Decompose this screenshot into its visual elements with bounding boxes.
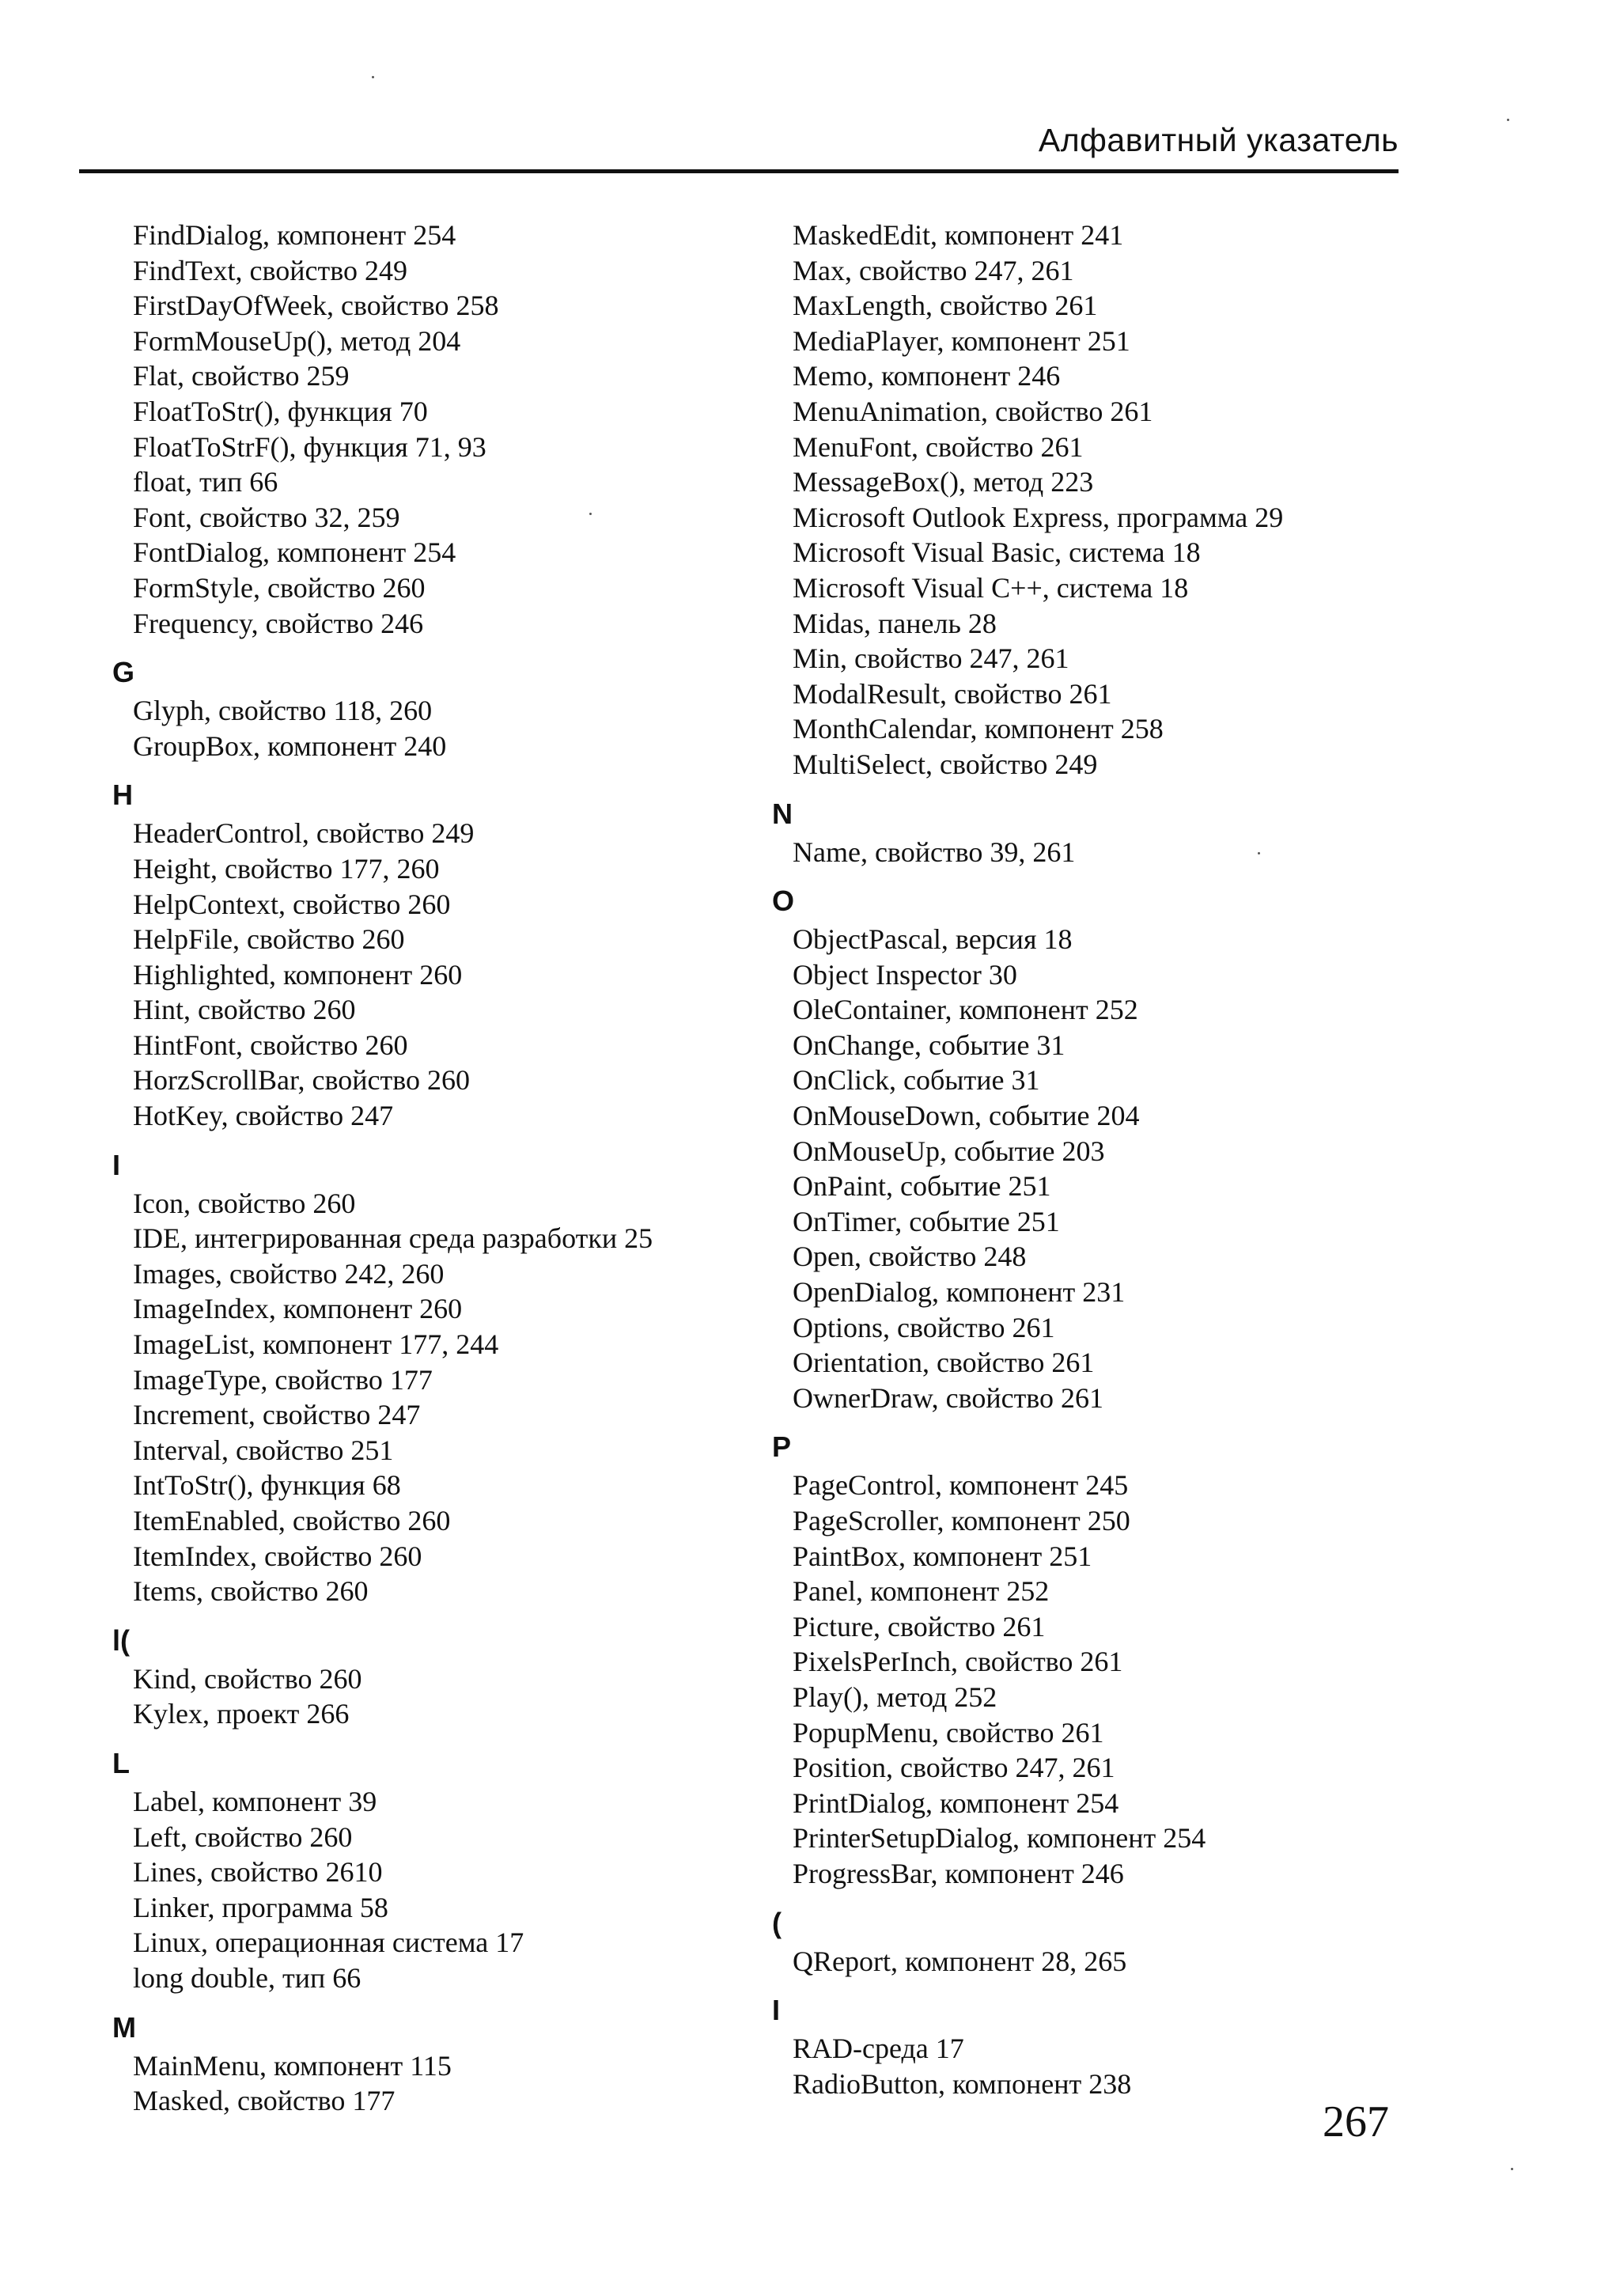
index-group xyxy=(112,641,789,763)
header-rule xyxy=(79,169,1399,173)
index-entry: PrintDialog, компонент 254 xyxy=(793,1786,1119,1819)
index-entry: Glyph, свойство 118, 260 xyxy=(133,695,433,727)
section-letter: M xyxy=(112,2010,136,2044)
index-entry: PageScroller, компонент 250 xyxy=(793,1505,1130,1536)
group-spacer xyxy=(133,1996,789,2007)
index-entry: Linker, программа 58 xyxy=(133,1891,388,1923)
index-entry: Flat, свойство 259 xyxy=(133,360,350,392)
index-column-right xyxy=(772,218,1394,2101)
index-entry: RadioButton, компонент 238 xyxy=(793,2067,1132,2100)
index-entry: Orientation, свойство 261 xyxy=(793,1347,1095,1379)
index-entry: Label, компонент 39 xyxy=(133,1785,377,1817)
index-entry: Microsoft Visual C++, система 18 xyxy=(793,571,1189,604)
index-entry: FirstDayOfWeek, свойство 258 xyxy=(133,290,499,322)
index-entry: Open, свойство 248 xyxy=(793,1241,1027,1273)
index-entry: MultiSelect, свойство 249 xyxy=(793,748,1098,780)
index-entry: Increment, свойство 247 xyxy=(133,1399,421,1431)
group-spacer xyxy=(133,1609,789,1620)
scan-speck xyxy=(1511,2168,1513,2170)
index-entry: ProgressBar, компонент 246 xyxy=(793,1857,1124,1889)
index-entry: OwnerDraw, свойство 261 xyxy=(793,1381,1104,1414)
index-entry: Highlighted, компонент 260 xyxy=(133,958,463,991)
index-entry: Memo, компонент 246 xyxy=(793,360,1061,392)
index-entry: float, тип 66 xyxy=(133,466,278,498)
index-entry: Font, свойство 32, 259 xyxy=(133,501,400,533)
index-entry: OnPaint, событие 251 xyxy=(793,1170,1051,1203)
index-group xyxy=(133,218,789,641)
group-spacer xyxy=(133,641,789,652)
index-entry: PrinterSetupDialog, компонент 254 xyxy=(793,1822,1206,1855)
index-entry: Microsoft Visual Basic, система 18 xyxy=(793,536,1201,569)
index-entry: Play(), метод 252 xyxy=(793,1680,997,1713)
index-entry: HelpFile, свойство 260 xyxy=(133,923,405,956)
index-entry: FindText, свойство 249 xyxy=(133,254,407,286)
index-entry: MessageBox(), метод 223 xyxy=(793,466,1094,498)
index-entry: HorzScrollBar, свойство 260 xyxy=(133,1064,470,1097)
index-entry: Frequency, свойство 246 xyxy=(133,607,424,639)
section-letter: H xyxy=(112,779,133,812)
index-entry: Left, свойство 260 xyxy=(133,1821,353,1853)
index-entry: OnClick, событие 31 xyxy=(793,1064,1040,1097)
index-group xyxy=(112,1996,789,2119)
scan-speck xyxy=(1507,119,1509,121)
index-entry: IDE, интегрированная среда разработки 25 xyxy=(133,1222,653,1255)
scan-speck xyxy=(1258,852,1260,854)
index-entry: ImageList, компонент 177, 244 xyxy=(133,1328,499,1361)
scan-speck xyxy=(589,513,592,515)
index-entry: Height, свойство 177, 260 xyxy=(133,852,440,885)
section-letter: ( xyxy=(772,1906,782,1939)
index-entry: MonthCalendar, компонент 258 xyxy=(793,713,1164,745)
index-entry: FormStyle, свойство 260 xyxy=(133,571,426,604)
index-entry: ItemEnabled, свойство 260 xyxy=(133,1505,451,1536)
index-entry: PixelsPerInch, свойство 261 xyxy=(793,1646,1123,1678)
index-entry: RAD-среда 17 xyxy=(793,2033,964,2065)
index-entry: ObjectPascal, версия 18 xyxy=(793,923,1073,956)
index-entry: Lines, свойство 2610 xyxy=(133,1856,383,1889)
index-group xyxy=(112,1134,789,1609)
index-entry: ModalResult, свойство 261 xyxy=(793,677,1112,710)
index-entry: Masked, свойство 177 xyxy=(133,2085,396,2117)
index-entry: MaxLength, свойство 261 xyxy=(793,290,1098,322)
index-entry: PopupMenu, свойство 261 xyxy=(793,1716,1104,1749)
scan-speck xyxy=(372,76,374,78)
index-entry: FindDialog, компонент 254 xyxy=(133,219,456,251)
group-spacer xyxy=(793,782,1394,794)
index-entry: Kind, свойство 260 xyxy=(133,1662,362,1695)
index-entry: GroupBox, компонент 240 xyxy=(133,729,447,762)
index-entry: FloatToStrF(), функция 71, 93 xyxy=(133,430,486,463)
index-entry: OpenDialog, компонент 231 xyxy=(793,1276,1126,1309)
index-entry: HeaderControl, свойство 249 xyxy=(133,817,475,850)
index-entry: Microsoft Outlook Express, программа 29 xyxy=(793,501,1284,533)
index-entry: MainMenu, компонент 115 xyxy=(133,2049,452,2082)
section-letter: I xyxy=(112,1148,121,1181)
index-entry: IntToStr(), функция 68 xyxy=(133,1469,401,1502)
index-entry: Hint, свойство 260 xyxy=(133,994,356,1026)
index-entry: Name, свойство 39, 261 xyxy=(793,835,1076,868)
index-entry: PaintBox, компонент 251 xyxy=(793,1540,1092,1572)
index-entry: Max, свойство 247, 261 xyxy=(793,254,1074,286)
section-letter: I xyxy=(772,1994,781,2027)
index-entry: OnChange, событие 31 xyxy=(793,1029,1065,1061)
index-entry: FormMouseUp(), метод 204 xyxy=(133,324,461,357)
index-entry: OleContainer, компонент 252 xyxy=(793,994,1138,1026)
section-letter: N xyxy=(772,797,793,830)
index-entry: HintFont, свойство 260 xyxy=(133,1029,408,1061)
group-spacer xyxy=(133,763,789,775)
index-entry: QReport, компонент 28, 265 xyxy=(793,1945,1127,1977)
section-letter: G xyxy=(112,656,135,689)
page-number: 267 xyxy=(1323,2097,1389,2146)
index-entry: Panel, компонент 252 xyxy=(793,1575,1050,1608)
index-entry: FontDialog, компонент 254 xyxy=(133,536,456,569)
group-spacer xyxy=(133,1732,789,1743)
index-group xyxy=(772,870,1394,1415)
index-entry: ImageType, свойство 177 xyxy=(133,1363,433,1396)
group-spacer xyxy=(793,1415,1394,1426)
index-entry: Linux, операционная система 17 xyxy=(133,1927,524,1959)
index-entry: OnMouseUp, событие 203 xyxy=(793,1135,1105,1167)
index-entry: Icon, свойство 260 xyxy=(133,1187,356,1219)
index-group xyxy=(793,218,1394,782)
index-entry: OnMouseDown, событие 204 xyxy=(793,1100,1140,1132)
index-entry: OnTimer, событие 251 xyxy=(793,1205,1060,1237)
index-entry: MaskedEdit, компонент 241 xyxy=(793,219,1124,251)
index-entry: Interval, свойство 251 xyxy=(133,1434,394,1466)
index-group xyxy=(112,1732,789,1996)
index-entry: MediaPlayer, компонент 251 xyxy=(793,324,1130,357)
index-entry: Object Inspector 30 xyxy=(793,958,1017,991)
index-entry: MenuAnimation, свойство 261 xyxy=(793,395,1153,427)
group-spacer xyxy=(793,1892,1394,1903)
section-letter: l( xyxy=(112,1623,130,1657)
index-entry: PageControl, компонент 245 xyxy=(793,1469,1129,1502)
index-group xyxy=(112,1609,789,1732)
index-entry: HelpContext, свойство 260 xyxy=(133,888,451,920)
index-entry: ImageIndex, компонент 260 xyxy=(133,1293,463,1325)
index-entry: Picture, свойство 261 xyxy=(793,1610,1046,1642)
index-entry: Items, свойство 260 xyxy=(133,1575,369,1608)
index-column-left xyxy=(112,218,789,2119)
index-entry: Min, свойство 247, 261 xyxy=(793,642,1069,675)
group-spacer xyxy=(793,1979,1394,1990)
section-letter: L xyxy=(112,1746,130,1779)
index-entry: ItemIndex, свойство 260 xyxy=(133,1540,422,1572)
running-header: Алфавитный указатель xyxy=(1038,122,1399,158)
index-entry: long double, тип 66 xyxy=(133,1961,361,1994)
index-group xyxy=(772,1979,1394,2101)
index-entry: Kylex, проект 266 xyxy=(133,1698,350,1730)
index-entry: Position, свойство 247, 261 xyxy=(793,1752,1115,1784)
index-group xyxy=(772,782,1394,870)
index-entry: Options, свойство 261 xyxy=(793,1311,1055,1343)
section-letter: O xyxy=(772,885,795,918)
index-group xyxy=(772,1415,1394,1891)
group-spacer xyxy=(793,870,1394,881)
index-group xyxy=(112,763,789,1133)
index-entry: MenuFont, свойство 261 xyxy=(793,430,1084,463)
section-letter: P xyxy=(772,1430,792,1464)
index-entry: HotKey, свойство 247 xyxy=(133,1100,394,1132)
index-group xyxy=(772,1892,1394,1980)
group-spacer xyxy=(133,1134,789,1145)
index-entry: Images, свойство 242, 260 xyxy=(133,1257,445,1290)
index-entry: FloatToStr(), функция 70 xyxy=(133,395,428,427)
index-entry: Midas, панель 28 xyxy=(793,607,997,639)
